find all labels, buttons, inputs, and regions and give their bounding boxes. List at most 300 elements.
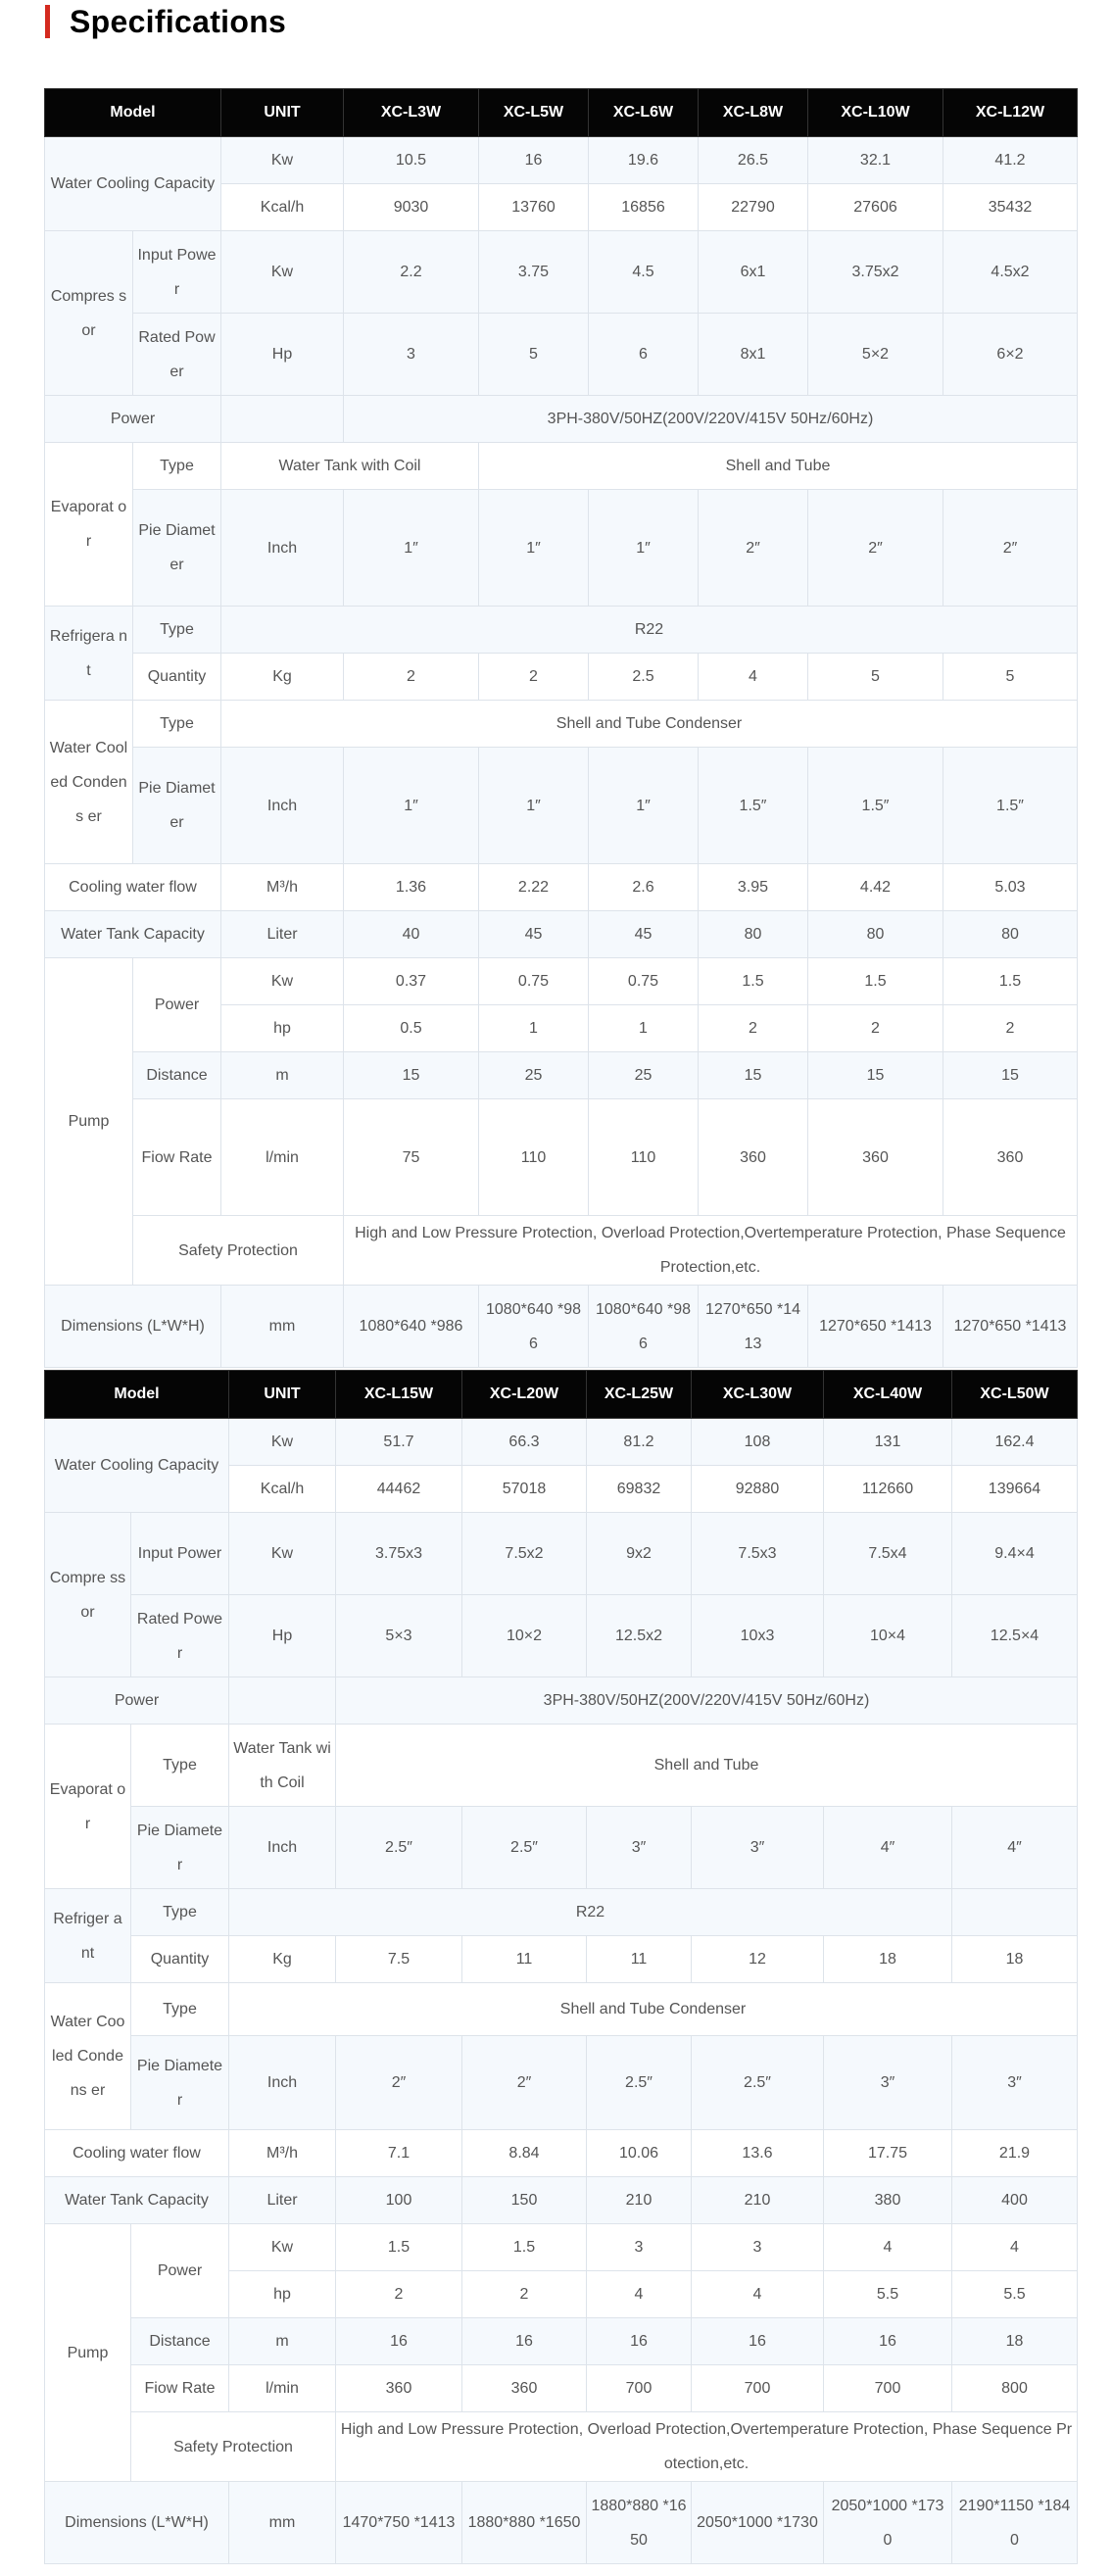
header-cell: XC-L12W — [943, 89, 1078, 137]
unit-cell: Inch — [229, 1807, 336, 1889]
value-cell: 80 — [943, 911, 1078, 958]
table-row — [45, 2177, 1078, 2224]
value-cell: 380 — [824, 2177, 952, 2224]
row-label: Rated Power — [133, 314, 221, 396]
table-row — [45, 2365, 1078, 2412]
header-cell: XC-L10W — [808, 89, 943, 137]
row-label: Quantity — [131, 1936, 229, 1983]
header-cell: UNIT — [229, 1371, 336, 1419]
value-cell: 2050*1000 *1730 — [824, 2482, 952, 2564]
value-cell: 1080*640 *986 — [589, 1286, 699, 1368]
table-row — [45, 864, 1078, 911]
value-cell: 75 — [344, 1099, 479, 1216]
table-row — [45, 137, 1078, 184]
row-label: Input Power — [131, 1513, 229, 1595]
table-row — [45, 911, 1078, 958]
value-cell — [952, 1889, 1078, 1936]
unit-cell: mm — [229, 2482, 336, 2564]
header-cell: XC-L50W — [952, 1371, 1078, 1419]
table-row — [45, 2412, 1078, 2482]
row-label: Water Cooling Capacity — [45, 1419, 229, 1513]
row-label: Water Tank Capacity — [45, 2177, 229, 2224]
value-cell: 1880*880 *1650 — [462, 2482, 587, 2564]
header-cell: XC-L8W — [699, 89, 808, 137]
unit-cell — [229, 1677, 336, 1725]
value-cell: 4 — [952, 2224, 1078, 2271]
row-label: Input Power — [133, 231, 221, 314]
value-cell: 19.6 — [589, 137, 699, 184]
row-label: Distance — [131, 2318, 229, 2365]
header-cell: XC-L30W — [692, 1371, 824, 1419]
value-cell: 360 — [808, 1099, 943, 1216]
value-cell: 162.4 — [952, 1419, 1078, 1466]
row-label: Distance — [133, 1052, 221, 1099]
value-cell: 2″ — [462, 2036, 587, 2130]
table-row — [45, 231, 1078, 314]
unit-cell: Inch — [229, 2036, 336, 2130]
value-cell: 4″ — [952, 1807, 1078, 1889]
value-cell: 35432 — [943, 184, 1078, 231]
value-cell: 2.22 — [479, 864, 589, 911]
value-cell: 2050*1000 *1730 — [692, 2482, 824, 2564]
table-row — [45, 1983, 1078, 2036]
table-row — [45, 2036, 1078, 2130]
value-cell: 15 — [344, 1052, 479, 1099]
value-cell: 5×2 — [808, 314, 943, 396]
merged-value-cell: Shell and Tube Condenser — [229, 1983, 1078, 2036]
value-cell: 0.5 — [344, 1005, 479, 1052]
value-cell: 16 — [462, 2318, 587, 2365]
row-label: Power — [131, 2224, 229, 2318]
value-cell: 3.95 — [699, 864, 808, 911]
unit-cell: mm — [221, 1286, 344, 1368]
unit-cell: m — [221, 1052, 344, 1099]
value-cell: 1.5 — [699, 958, 808, 1005]
value-cell: 3.75x2 — [808, 231, 943, 314]
value-cell: 11 — [462, 1936, 587, 1983]
value-cell: 69832 — [587, 1466, 692, 1513]
merged-value-cell: High and Low Pressure Protection, Overload Protection,Overtemperature Protection, Phase Sequence Protection,etc. — [336, 2412, 1078, 2482]
value-cell: 400 — [952, 2177, 1078, 2224]
value-cell: 16 — [479, 137, 589, 184]
header-cell: XC-L5W — [479, 89, 589, 137]
value-cell: 25 — [589, 1052, 699, 1099]
value-cell: 7.5x4 — [824, 1513, 952, 1595]
row-label: Water Cooling Capacity — [45, 137, 221, 231]
value-cell: 1 — [589, 1005, 699, 1052]
table-row — [45, 1216, 1078, 1286]
value-cell: 2.5 — [589, 654, 699, 701]
table-row — [45, 654, 1078, 701]
value-cell: 4.5 — [589, 231, 699, 314]
row-label: Fiow Rate — [133, 1099, 221, 1216]
value-cell: 1.5″ — [943, 748, 1078, 864]
value-cell: 10×4 — [824, 1595, 952, 1677]
value-cell: 1270*650 *1413 — [943, 1286, 1078, 1368]
value-cell: 2″ — [336, 2036, 462, 2130]
value-cell: 3″ — [824, 2036, 952, 2130]
table-row — [45, 1889, 1078, 1936]
value-cell: 2 — [699, 1005, 808, 1052]
header-cell: XC-L3W — [344, 89, 479, 137]
value-cell: 0.75 — [479, 958, 589, 1005]
table-row — [45, 2482, 1078, 2564]
value-cell: 3.75x3 — [336, 1513, 462, 1595]
row-label: Dimensions (L*W*H) — [45, 1286, 221, 1368]
unit-cell: Kw — [229, 1419, 336, 1466]
table-row — [45, 2224, 1078, 2271]
row-group-label: Refrigera nt — [45, 607, 133, 701]
row-label: Quantity — [133, 654, 221, 701]
value-cell: 5.03 — [943, 864, 1078, 911]
row-group-label: Water Cooled Condens er — [45, 1983, 131, 2130]
value-cell: 1.5 — [943, 958, 1078, 1005]
unit-cell: m — [229, 2318, 336, 2365]
value-cell: 2 — [336, 2271, 462, 2318]
row-group-label: Pump — [45, 958, 133, 1286]
value-cell: 6x1 — [699, 231, 808, 314]
value-cell: 1″ — [344, 490, 479, 607]
unit-cell: l/min — [229, 2365, 336, 2412]
unit-cell: Kw — [221, 137, 344, 184]
header-cell: XC-L20W — [462, 1371, 587, 1419]
value-cell: 131 — [824, 1419, 952, 1466]
table-row — [45, 1677, 1078, 1725]
table-row — [45, 1052, 1078, 1099]
value-cell: 2.2 — [344, 231, 479, 314]
unit-cell: hp — [229, 2271, 336, 2318]
value-cell: 150 — [462, 2177, 587, 2224]
unit-cell: M³/h — [229, 2130, 336, 2177]
value-cell: 1080*640 *986 — [344, 1286, 479, 1368]
row-label: Cooling water flow — [45, 864, 221, 911]
row-label: Power — [45, 396, 221, 443]
value-cell: 1″ — [479, 490, 589, 607]
value-cell: 2.5″ — [692, 2036, 824, 2130]
value-cell: 6 — [589, 314, 699, 396]
value-cell: 51.7 — [336, 1419, 462, 1466]
unit-cell: Kcal/h — [221, 184, 344, 231]
table-header-row — [45, 1371, 1078, 1419]
merged-value-cell: 3PH-380V/50HZ(200V/220V/415V 50Hz/60Hz) — [336, 1677, 1078, 1725]
value-cell: 26.5 — [699, 137, 808, 184]
value-cell: 139664 — [952, 1466, 1078, 1513]
row-label: Safety Protection — [133, 1216, 344, 1286]
value-cell: 9.4×4 — [952, 1513, 1078, 1595]
header-cell: Model — [45, 1371, 229, 1419]
unit-cell: hp — [221, 1005, 344, 1052]
value-cell: 0.75 — [589, 958, 699, 1005]
unit-cell: Kw — [229, 1513, 336, 1595]
value-cell: 10.06 — [587, 2130, 692, 2177]
row-label: Power — [133, 958, 221, 1052]
value-cell: 22790 — [699, 184, 808, 231]
value-cell: 1″ — [479, 748, 589, 864]
row-group-label: Evaporat or — [45, 1725, 131, 1889]
value-cell: 1880*880 *1650 — [587, 2482, 692, 2564]
value-cell: 360 — [462, 2365, 587, 2412]
unit-cell: Kw — [221, 231, 344, 314]
value-cell: 92880 — [692, 1466, 824, 1513]
value-cell: 16 — [824, 2318, 952, 2365]
row-label: Type — [133, 607, 221, 654]
value-cell: 25 — [479, 1052, 589, 1099]
value-cell: 18 — [824, 1936, 952, 1983]
value-cell: 800 — [952, 2365, 1078, 2412]
merged-value-cell: Shell and Tube — [479, 443, 1078, 490]
row-label: Water Tank Capacity — [45, 911, 221, 958]
value-cell: 210 — [692, 2177, 824, 2224]
row-group-label: Compres sor — [45, 231, 133, 396]
value-cell: 41.2 — [943, 137, 1078, 184]
value-cell: 21.9 — [952, 2130, 1078, 2177]
value-cell: 16 — [336, 2318, 462, 2365]
value-cell: 110 — [589, 1099, 699, 1216]
value-cell: 16 — [587, 2318, 692, 2365]
value-cell: 44462 — [336, 1466, 462, 1513]
table-row — [45, 1936, 1078, 1983]
unit-cell: Hp — [229, 1595, 336, 1677]
value-cell: 360 — [943, 1099, 1078, 1216]
value-cell: 12 — [692, 1936, 824, 1983]
value-cell: 1.36 — [344, 864, 479, 911]
value-cell: 57018 — [462, 1466, 587, 1513]
value-cell: 1.5 — [462, 2224, 587, 2271]
value-cell: 1.5″ — [808, 748, 943, 864]
value-cell: 5 — [808, 654, 943, 701]
value-cell: 80 — [699, 911, 808, 958]
value-cell: 32.1 — [808, 137, 943, 184]
value-cell: 8x1 — [699, 314, 808, 396]
value-cell: 7.5x2 — [462, 1513, 587, 1595]
value-cell: 2 — [344, 654, 479, 701]
value-cell: 7.1 — [336, 2130, 462, 2177]
header-cell: XC-L15W — [336, 1371, 462, 1419]
value-cell: 13.6 — [692, 2130, 824, 2177]
page-title: Specifications — [70, 3, 287, 39]
row-group-label: Pump — [45, 2224, 131, 2482]
value-cell: 8.84 — [462, 2130, 587, 2177]
value-cell: 110 — [479, 1099, 589, 1216]
value-cell: 108 — [692, 1419, 824, 1466]
value-cell: 2 — [479, 654, 589, 701]
value-cell: 3″ — [692, 1807, 824, 1889]
value-cell: 7.5 — [336, 1936, 462, 1983]
value-cell: 9x2 — [587, 1513, 692, 1595]
unit-cell: Kcal/h — [229, 1466, 336, 1513]
value-cell: 9030 — [344, 184, 479, 231]
value-cell: 15 — [699, 1052, 808, 1099]
value-cell: 15 — [808, 1052, 943, 1099]
table-row — [45, 607, 1078, 654]
spec-table-2 — [44, 1370, 1078, 2564]
value-cell: 2″ — [699, 490, 808, 607]
merged-value-cell: R22 — [229, 1889, 952, 1936]
merged-value-cell: R22 — [221, 607, 1078, 654]
value-cell: 10.5 — [344, 137, 479, 184]
value-cell: 2″ — [943, 490, 1078, 607]
value-cell: 3″ — [587, 1807, 692, 1889]
value-cell: 4.5x2 — [943, 231, 1078, 314]
value-cell: 12.5x2 — [587, 1595, 692, 1677]
value-cell: 45 — [479, 911, 589, 958]
table-row — [45, 314, 1078, 396]
merged-value-cell: Shell and Tube — [336, 1725, 1078, 1807]
value-cell: 13760 — [479, 184, 589, 231]
value-cell: 1″ — [344, 748, 479, 864]
value-cell: 11 — [587, 1936, 692, 1983]
header-cell: Model — [45, 89, 221, 137]
value-cell: 4 — [699, 654, 808, 701]
value-cell: 12.5×4 — [952, 1595, 1078, 1677]
header-cell: XC-L40W — [824, 1371, 952, 1419]
table-row — [45, 748, 1078, 864]
row-label: Power — [45, 1677, 229, 1725]
value-cell: 2 — [943, 1005, 1078, 1052]
value-cell: 17.75 — [824, 2130, 952, 2177]
value-cell: 1″ — [589, 490, 699, 607]
header-cell: XC-L6W — [589, 89, 699, 137]
value-cell: 45 — [589, 911, 699, 958]
value-cell: 1080*640 *986 — [479, 1286, 589, 1368]
row-label: Rated Power — [131, 1595, 229, 1677]
header-cell: XC-L25W — [587, 1371, 692, 1419]
value-cell: 0.37 — [344, 958, 479, 1005]
value-cell: 15 — [943, 1052, 1078, 1099]
value-cell: 5×3 — [336, 1595, 462, 1677]
table-row — [45, 1419, 1078, 1466]
value-cell: 1270*650 *1413 — [808, 1286, 943, 1368]
value-cell: 2 — [462, 2271, 587, 2318]
value-cell: 4 — [692, 2271, 824, 2318]
table-header-row — [45, 89, 1078, 137]
value-cell: 18 — [952, 2318, 1078, 2365]
value-cell: 5.5 — [824, 2271, 952, 2318]
unit-cell: Kw — [229, 2224, 336, 2271]
value-cell: 7.5x3 — [692, 1513, 824, 1595]
value-cell: 5 — [943, 654, 1078, 701]
value-cell: 112660 — [824, 1466, 952, 1513]
table-row — [45, 490, 1078, 607]
row-label: Type — [133, 701, 221, 748]
value-cell: Water Tank with Coil — [229, 1725, 336, 1807]
value-cell: 3 — [587, 2224, 692, 2271]
row-label: Pie Diameter — [131, 2036, 229, 2130]
value-cell: 1.5″ — [699, 748, 808, 864]
row-label: Fiow Rate — [131, 2365, 229, 2412]
table-row — [45, 1099, 1078, 1216]
value-cell: 3 — [692, 2224, 824, 2271]
unit-cell: Kg — [221, 654, 344, 701]
value-cell: 81.2 — [587, 1419, 692, 1466]
row-label: Pie Diameter — [133, 490, 221, 607]
value-cell: 5 — [479, 314, 589, 396]
row-label: Type — [131, 1889, 229, 1936]
value-cell: 2 — [808, 1005, 943, 1052]
value-cell: 1270*650 *1413 — [699, 1286, 808, 1368]
value-cell: 4 — [587, 2271, 692, 2318]
value-cell: 3 — [344, 314, 479, 396]
table-row — [45, 1807, 1078, 1889]
value-cell: 4 — [824, 2224, 952, 2271]
value-cell: 700 — [587, 2365, 692, 2412]
value-cell: 1.5 — [808, 958, 943, 1005]
value-cell: 2190*1150 *1840 — [952, 2482, 1078, 2564]
unit-cell: Inch — [221, 748, 344, 864]
value-cell: 700 — [824, 2365, 952, 2412]
value-cell: 2.5″ — [462, 1807, 587, 1889]
spec-table-1 — [44, 88, 1078, 1368]
value-cell: 360 — [699, 1099, 808, 1216]
value-cell: 10×2 — [462, 1595, 587, 1677]
merged-value-cell: High and Low Pressure Protection, Overload Protection,Overtemperature Protection, Phase Sequence Protection,etc. — [344, 1216, 1078, 1286]
value-cell: 210 — [587, 2177, 692, 2224]
value-cell: 2.6 — [589, 864, 699, 911]
unit-cell: Inch — [221, 490, 344, 607]
value-cell: 27606 — [808, 184, 943, 231]
table-row — [45, 443, 1078, 490]
table-row — [45, 1286, 1078, 1368]
merged-value-cell: 3PH-380V/50HZ(200V/220V/415V 50Hz/60Hz) — [344, 396, 1078, 443]
table-row — [45, 701, 1078, 748]
value-cell: 66.3 — [462, 1419, 587, 1466]
table-row — [45, 1595, 1078, 1677]
row-group-label: Compre ssor — [45, 1513, 131, 1677]
value-cell: 16 — [692, 2318, 824, 2365]
value-cell: 4.42 — [808, 864, 943, 911]
row-label: Pie Diameter — [131, 1807, 229, 1889]
row-label: Safety Protection — [131, 2412, 336, 2482]
value-cell: 2.5″ — [587, 2036, 692, 2130]
row-group-label: Water Cooled Condens er — [45, 701, 133, 864]
value-cell: 700 — [692, 2365, 824, 2412]
value-cell: 100 — [336, 2177, 462, 2224]
value-cell: 1″ — [589, 748, 699, 864]
value-cell: 40 — [344, 911, 479, 958]
merged-value-cell: Shell and Tube Condenser — [221, 701, 1078, 748]
table-row — [45, 1513, 1078, 1595]
value-cell: 5.5 — [952, 2271, 1078, 2318]
row-label: Dimensions (L*W*H) — [45, 2482, 229, 2564]
value-cell: 1 — [479, 1005, 589, 1052]
row-label: Pie Diameter — [133, 748, 221, 864]
value-cell: 1.5 — [336, 2224, 462, 2271]
value-cell: 1470*750 *1413 — [336, 2482, 462, 2564]
value-cell: 360 — [336, 2365, 462, 2412]
heading-accent-bar — [45, 5, 50, 38]
value-cell: 4″ — [824, 1807, 952, 1889]
unit-cell: Liter — [221, 911, 344, 958]
table-row — [45, 396, 1078, 443]
unit-cell: Liter — [229, 2177, 336, 2224]
unit-cell: Hp — [221, 314, 344, 396]
table-row — [45, 2130, 1078, 2177]
unit-cell: M³/h — [221, 864, 344, 911]
value-cell: 2.5″ — [336, 1807, 462, 1889]
value-cell: 18 — [952, 1936, 1078, 1983]
table-row — [45, 1725, 1078, 1807]
row-group-label: Refriger ant — [45, 1889, 131, 1983]
value-cell: 2″ — [808, 490, 943, 607]
header-cell: UNIT — [221, 89, 344, 137]
row-label: Type — [131, 1983, 229, 2036]
unit-cell: l/min — [221, 1099, 344, 1216]
row-label: Cooling water flow — [45, 2130, 229, 2177]
section-heading — [45, 2, 286, 41]
row-label: Type — [131, 1725, 229, 1807]
row-group-label: Evaporat or — [45, 443, 133, 607]
unit-cell: Kg — [229, 1936, 336, 1983]
